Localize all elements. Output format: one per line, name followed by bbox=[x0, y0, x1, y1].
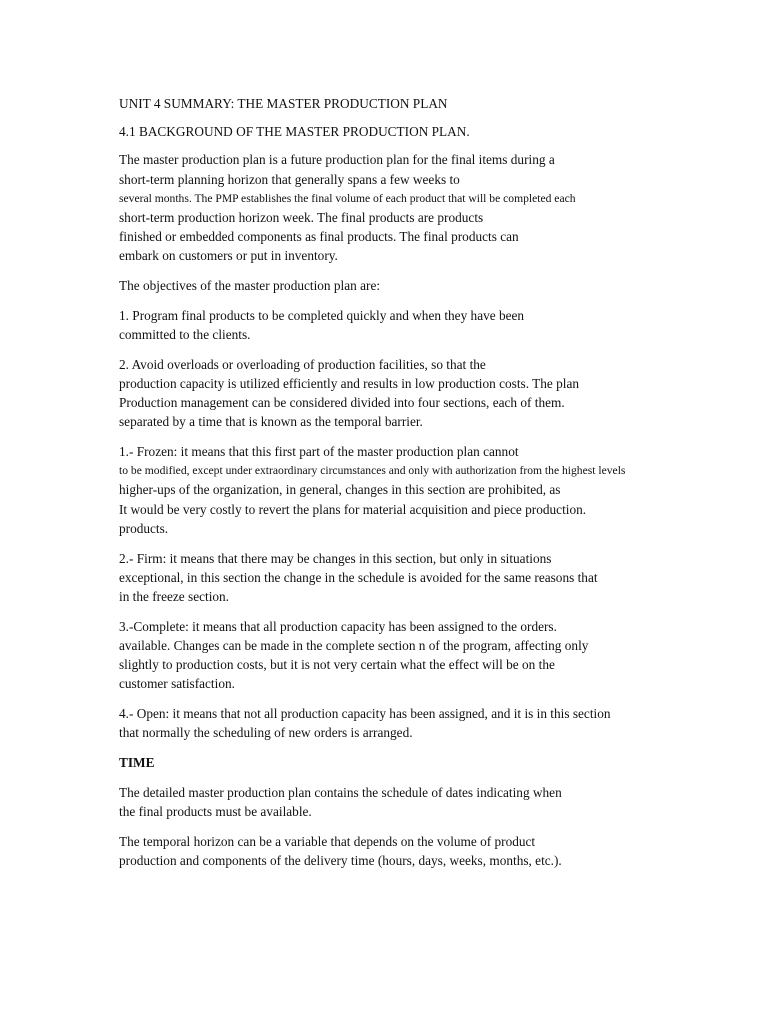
text-line: 2. Avoid overloads or overloading of production facilities, so that the bbox=[119, 356, 486, 372]
text-line: higher-ups of the organization, in general, changes in this section are prohibited, as bbox=[119, 482, 561, 498]
time-heading bbox=[119, 753, 719, 772]
section-heading-line: 4.1 BACKGROUND OF THE MASTER PRODUCTION PLAN. bbox=[119, 124, 470, 140]
text-line: customer satisfaction. bbox=[119, 676, 235, 692]
text-line: embark on customers or put in inventory. bbox=[119, 248, 338, 264]
text-line: exceptional, in this section the change in the schedule is avoided for the same reasons that bbox=[119, 569, 598, 585]
text-line: short-term planning horizon that generally spans a few weeks to bbox=[119, 171, 460, 187]
text-line: 1. Program final products to be completed quickly and when they have been bbox=[119, 307, 525, 323]
complete-section-paragraph bbox=[119, 617, 719, 694]
text-line: 1.- Frozen: it means that this first part of the master production plan cannot bbox=[119, 444, 519, 460]
document-body bbox=[119, 94, 719, 880]
text-line: 3.-Complete: it means that all production capacity has been assigned to the orders. bbox=[119, 618, 557, 634]
section-heading bbox=[119, 122, 719, 141]
frozen-section-paragraph bbox=[119, 442, 719, 538]
text-line: several months. The PMP establishes the final volume of each product that will be completed each bbox=[119, 191, 576, 205]
text-line: slightly to production costs, but it is not very certain what the effect will be on the bbox=[119, 657, 555, 673]
time-paragraph-2 bbox=[119, 832, 719, 870]
text-line: products. bbox=[119, 520, 169, 536]
text-line: The temporal horizon can be a variable that depends on the volume of product bbox=[119, 833, 536, 849]
text-line: It would be very costly to revert the plans for material acquisition and piece production. bbox=[119, 501, 587, 517]
text-line: committed to the clients. bbox=[119, 327, 251, 343]
text-line: available. Changes can be made in the complete section n of the program, affecting only bbox=[119, 637, 589, 653]
document-title bbox=[119, 94, 719, 113]
text-line: 2.- Firm: it means that there may be changes in this section, but only in situations bbox=[119, 550, 552, 566]
text-line: in the freeze section. bbox=[119, 588, 230, 604]
text-line: The master production plan is a future production plan for the final items during a bbox=[119, 152, 555, 168]
open-section-paragraph bbox=[119, 704, 719, 742]
text-line: production capacity is utilized efficiently and results in low production costs. The plan bbox=[119, 375, 579, 391]
intro-paragraph bbox=[119, 150, 719, 265]
title-line: UNIT 4 SUMMARY: THE MASTER PRODUCTION PLAN bbox=[119, 96, 448, 111]
time-paragraph-1 bbox=[119, 783, 719, 821]
text-line: the final products must be available. bbox=[119, 803, 312, 819]
objective-2-paragraph bbox=[119, 355, 719, 432]
text-line: short-term production horizon week. The final products are products bbox=[119, 210, 484, 226]
firm-section-paragraph bbox=[119, 549, 719, 607]
text-line: separated by a time that is known as the temporal barrier. bbox=[119, 414, 423, 430]
text-line: Production management can be considered divided into four sections, each of them. bbox=[119, 395, 565, 411]
text-line: finished or embedded components as final products. The final products can bbox=[119, 229, 519, 245]
time-heading-text: TIME bbox=[119, 754, 155, 770]
text-line: The objectives of the master production plan are: bbox=[119, 278, 381, 294]
objective-1-paragraph bbox=[119, 306, 719, 344]
objectives-intro-paragraph bbox=[119, 276, 719, 295]
text-line: that normally the scheduling of new orders is arranged. bbox=[119, 725, 413, 741]
text-line: to be modified, except under extraordinary circumstances and only with authorization from the highest levels bbox=[119, 464, 626, 478]
text-line: The detailed master production plan contains the schedule of dates indicating when bbox=[119, 784, 562, 800]
text-line: production and components of the delivery time (hours, days, weeks, months, etc.). bbox=[119, 852, 562, 868]
text-line: 4.- Open: it means that not all production capacity has been assigned, and it is in this section bbox=[119, 705, 611, 721]
